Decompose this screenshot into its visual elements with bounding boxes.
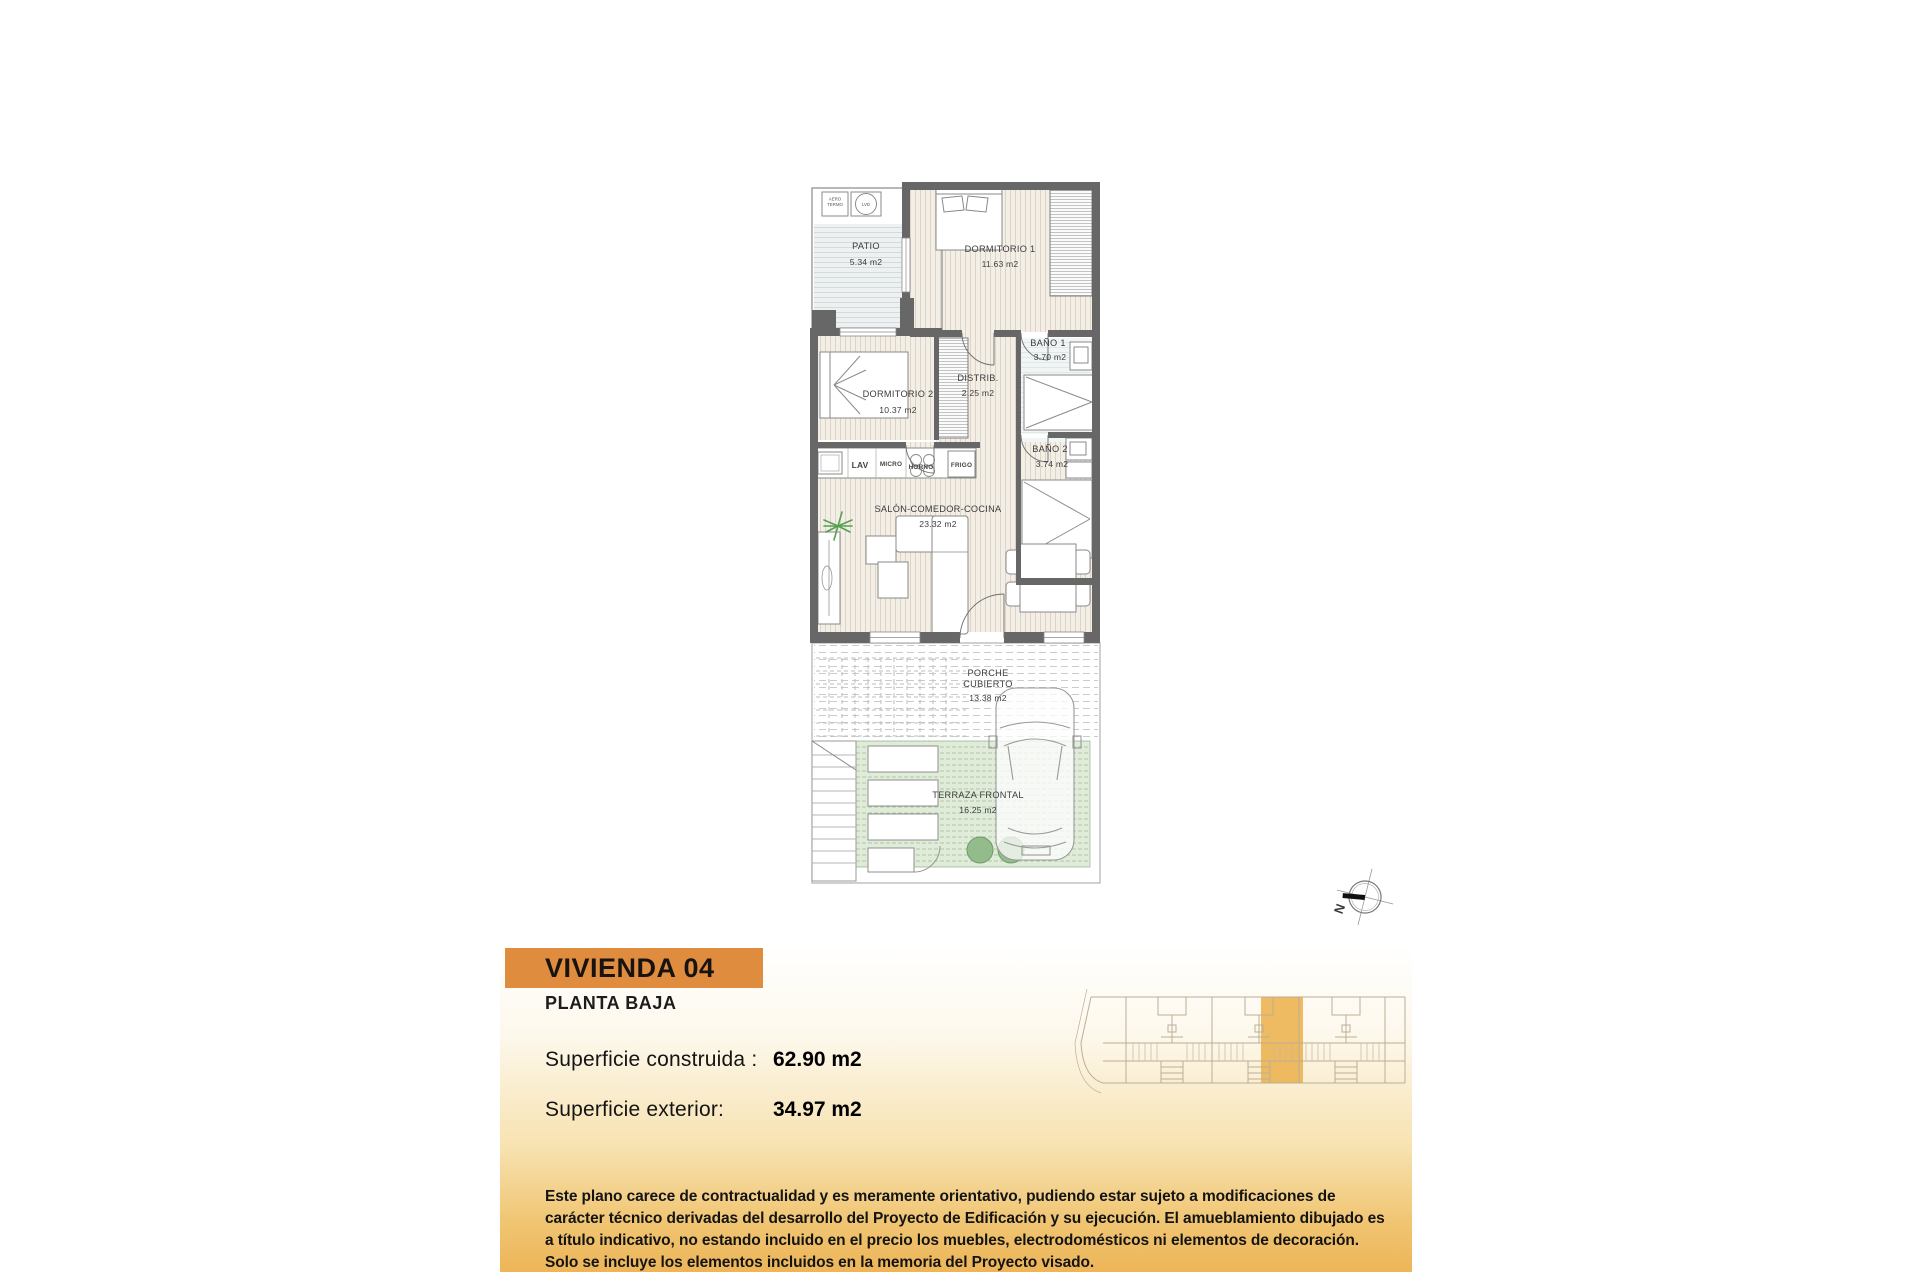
terraza-label: TERRAZA FRONTAL [932,790,1024,800]
dormitorio2-area: 10.37 m2 [879,405,917,415]
lav-label: LAV [851,460,869,470]
distrib-label: DISTRIB. [957,373,999,383]
bano2-label: BAÑO 2 [1032,444,1068,454]
aerotermo-unit [822,192,848,216]
dormitorio1-area: 11.63 m2 [981,259,1019,269]
exterior-stairs-icon [812,741,856,881]
aerotermo-label: AERO TERMO [827,196,843,207]
porche-label: PORCHE CUBIERTO [963,668,1013,690]
bed1-icon [936,188,1002,250]
wardrobe1-icon [1050,190,1092,296]
floor-label: PLANTA BAJA [545,993,677,1013]
surface-exterior-label: Superficie exterior: [545,1098,725,1121]
porche-area: 13.38 m2 [969,693,1007,703]
horno-label: HORNO [908,464,934,471]
site-plan-mini [1073,985,1413,1115]
distrib-area: 2.25 m2 [961,388,995,398]
site-plan-outline [1075,989,1405,1093]
kitchen-counter [814,448,976,478]
bano1-label: BAÑO 1 [1030,338,1066,348]
dormitorio2-label: DORMITORIO 2 [862,389,934,399]
bano1-area: 3.70 m2 [1033,352,1067,362]
patio-area: 5.34 m2 [849,257,883,267]
unit-title: VIVIENDA 04 [545,952,715,983]
washer-label: LVD [861,202,871,207]
terraza-area: 16.25 m2 [959,805,997,815]
unit-highlight [1261,997,1303,1083]
surface-built-label: Superficie construida : [545,1048,758,1071]
car-icon [989,688,1081,860]
patio-label: PATIO [852,241,880,251]
salon-area: 23.32 m2 [919,519,957,529]
washer-unit [851,192,881,216]
salon-label: SALÓN-COMEDOR-COCINA [874,504,1002,514]
tv-unit-icon [818,532,840,624]
dormitorio1-label: DORMITORIO 1 [964,244,1036,254]
disclaimer-text: Este plano carece de contractualidad y es meramente orientativo, pudiendo estar sujeto a modificaciones de carácter técnico derivadas del desarrollo del Proyecto de Edificación y su ejecución. El amueblamiento dibujado es a título indicativo, no estando incluido en el precio los muebles, electrodomésticos ni elementos de decoración. Solo se incluye los elementos incluidos en la memoria del Proyecto visado. [545,1188,1385,1271]
bano2-area: 3.74 m2 [1035,459,1069,469]
site-plan-fences [1133,1043,1379,1061]
compass-north-label: N [1330,901,1349,916]
surface-exterior-value: 34.97 m2 [773,1098,862,1121]
frigo-label: FRIGO [950,462,973,469]
compass-needle [1343,892,1365,901]
north-compass [1330,862,1400,932]
surface-built-value: 62.90 m2 [773,1048,862,1071]
micro-label: MICRO [879,461,903,468]
floor-plan [808,180,1108,885]
unit-title-box [505,948,763,988]
